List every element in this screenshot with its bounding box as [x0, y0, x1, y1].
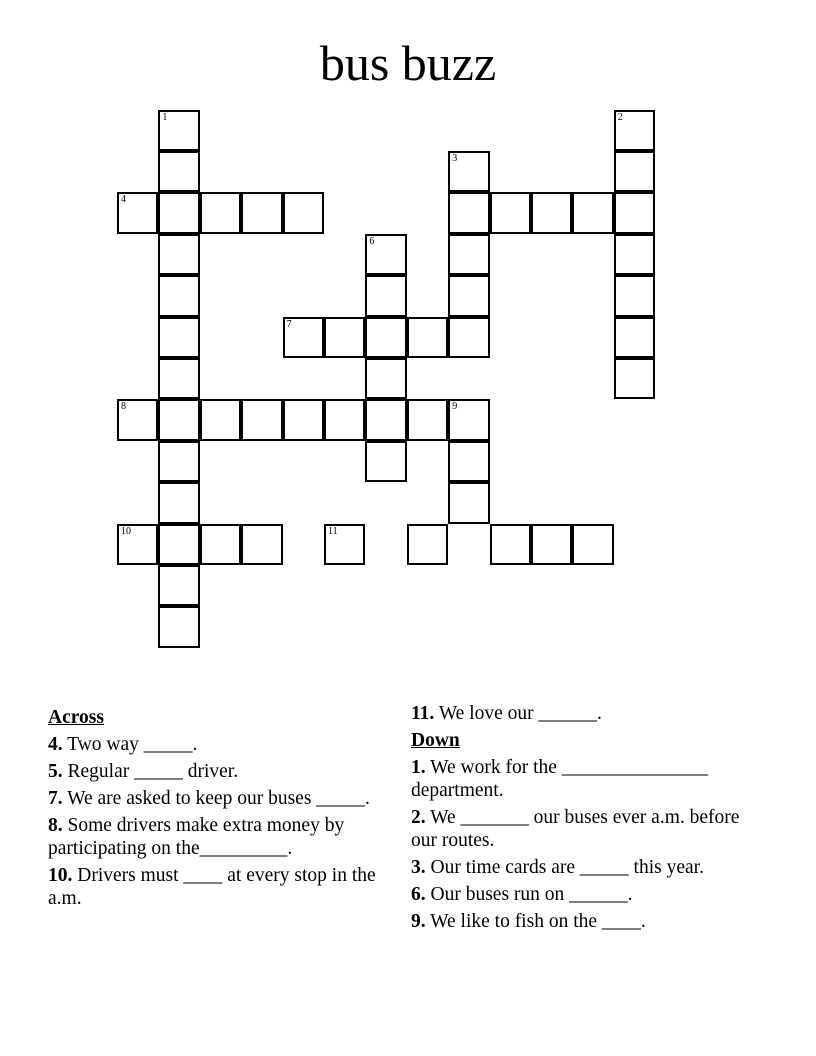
clue-number: 10. — [48, 865, 73, 886]
clue-number-label: 10 — [121, 525, 131, 537]
grid-cell[interactable] — [158, 441, 199, 482]
grid-cell[interactable] — [158, 275, 199, 316]
grid-cell-10[interactable] — [117, 524, 158, 565]
clue-text: Regular _____ driver. — [67, 761, 239, 782]
clue-down-9 — [411, 910, 756, 933]
clue-down-2 — [411, 806, 756, 852]
clue-down-6 — [411, 883, 756, 906]
grid-cell[interactable] — [407, 399, 448, 440]
clue-number-label: 1 — [162, 111, 168, 123]
clue-text: We love our ______. — [438, 703, 602, 724]
clue-across-7 — [48, 787, 393, 810]
grid-cell[interactable] — [614, 317, 655, 358]
clue-down-1 — [411, 756, 756, 802]
clue-text: Our time cards are _____ this year. — [430, 857, 704, 878]
clue-number-label: 7 — [286, 318, 292, 330]
grid-cell[interactable] — [158, 358, 199, 399]
clue-text: Some drivers make extra money by participating on the_________. — [48, 815, 345, 859]
grid-cell[interactable] — [158, 524, 199, 565]
grid-cell[interactable] — [158, 151, 199, 192]
clue-number-label: 8 — [121, 401, 126, 413]
grid-cell[interactable] — [572, 524, 613, 565]
grid-cell[interactable] — [241, 524, 282, 565]
grid-cell[interactable] — [241, 192, 282, 233]
across-heading: Across — [48, 707, 104, 728]
grid-cell-2[interactable] — [614, 110, 655, 151]
clues-right-column — [411, 702, 756, 933]
grid-cell[interactable] — [490, 192, 531, 233]
clue-text: We work for the _______________ department. — [411, 757, 709, 801]
grid-cell[interactable] — [200, 524, 241, 565]
grid-cell[interactable] — [448, 275, 489, 316]
clue-number: 6. — [411, 884, 426, 905]
clue-text: We _______ our buses ever a.m. before our routes. — [411, 807, 740, 851]
clue-number: 9. — [411, 911, 426, 932]
clue-text: We like to fish on the ____. — [430, 911, 646, 932]
grid-cell[interactable] — [158, 565, 199, 606]
grid-cell[interactable] — [158, 317, 199, 358]
grid-cell[interactable] — [490, 524, 531, 565]
grid-cell[interactable] — [448, 192, 489, 233]
grid-cell-11[interactable] — [324, 524, 365, 565]
grid-cell[interactable] — [158, 399, 199, 440]
grid-cell[interactable] — [448, 317, 489, 358]
clue-number-label: 6 — [369, 235, 375, 247]
grid-cell[interactable] — [365, 441, 406, 482]
clue-number: 5. — [48, 761, 63, 782]
grid-cell[interactable] — [572, 192, 613, 233]
grid-cell[interactable] — [241, 399, 282, 440]
grid-cell[interactable] — [531, 192, 572, 233]
down-heading: Down — [411, 730, 460, 751]
grid-cell-1[interactable] — [158, 110, 199, 151]
clue-down-3 — [411, 856, 756, 879]
clue-number: 4. — [48, 734, 63, 755]
clue-number-label: 3 — [452, 153, 458, 164]
grid-cell-4[interactable] — [117, 192, 158, 233]
grid-cell-8[interactable] — [117, 399, 158, 440]
grid-cell[interactable] — [158, 482, 199, 523]
grid-cell[interactable] — [158, 606, 199, 647]
clue-number: 1. — [411, 757, 426, 778]
grid-cell[interactable] — [283, 399, 324, 440]
grid-cell[interactable] — [407, 524, 448, 565]
grid-cell[interactable] — [448, 234, 489, 275]
clue-across-5 — [48, 760, 393, 783]
grid-cell[interactable] — [531, 524, 572, 565]
grid-cell[interactable] — [448, 482, 489, 523]
grid-cell[interactable] — [365, 317, 406, 358]
clues-left-column — [48, 702, 393, 910]
grid-cell[interactable] — [448, 441, 489, 482]
clue-number: 7. — [48, 788, 63, 809]
grid-cell[interactable] — [200, 192, 241, 233]
grid-cell[interactable] — [158, 192, 199, 233]
clue-text: Drivers must ____ at every stop in the a.m. — [48, 865, 376, 909]
clue-number: 11. — [411, 703, 435, 724]
grid-cell[interactable] — [365, 275, 406, 316]
clue-number: 8. — [48, 815, 63, 836]
grid-cell[interactable] — [324, 399, 365, 440]
grid-cell-6[interactable] — [365, 234, 406, 275]
clue-text: We are asked to keep our buses _____. — [67, 788, 370, 809]
clue-number-label: 11 — [328, 525, 338, 537]
grid-cell[interactable] — [614, 275, 655, 316]
clue-number-label: 9 — [452, 401, 458, 413]
grid-cell[interactable] — [283, 192, 324, 233]
grid-cell[interactable] — [614, 234, 655, 275]
grid-cell[interactable] — [324, 317, 365, 358]
clue-text: Two way _____. — [67, 734, 198, 755]
clue-number: 3. — [411, 857, 426, 878]
clue-across-4 — [48, 733, 393, 756]
grid-cell[interactable] — [365, 399, 406, 440]
grid-cell-9[interactable] — [448, 399, 489, 440]
clue-text: Our buses run on ______. — [430, 884, 633, 905]
clue-number-label: 4 — [121, 194, 126, 206]
clue-across-10 — [48, 864, 393, 910]
grid-cell[interactable] — [614, 192, 655, 233]
grid-cell[interactable] — [614, 151, 655, 192]
grid-cell[interactable] — [158, 234, 199, 275]
clue-number-label: 2 — [617, 111, 623, 123]
clue-across-8 — [48, 814, 393, 860]
puzzle-title: bus buzz — [319, 35, 497, 91]
clue-number: 2. — [411, 807, 426, 828]
grid-cell[interactable] — [365, 358, 406, 399]
grid-cell[interactable] — [614, 358, 655, 399]
clue-across-11 — [411, 702, 756, 725]
grid-cell[interactable] — [407, 317, 448, 358]
grid-cell-3[interactable] — [448, 151, 489, 192]
grid-cell-7[interactable] — [283, 317, 324, 358]
grid-cell[interactable] — [200, 399, 241, 440]
